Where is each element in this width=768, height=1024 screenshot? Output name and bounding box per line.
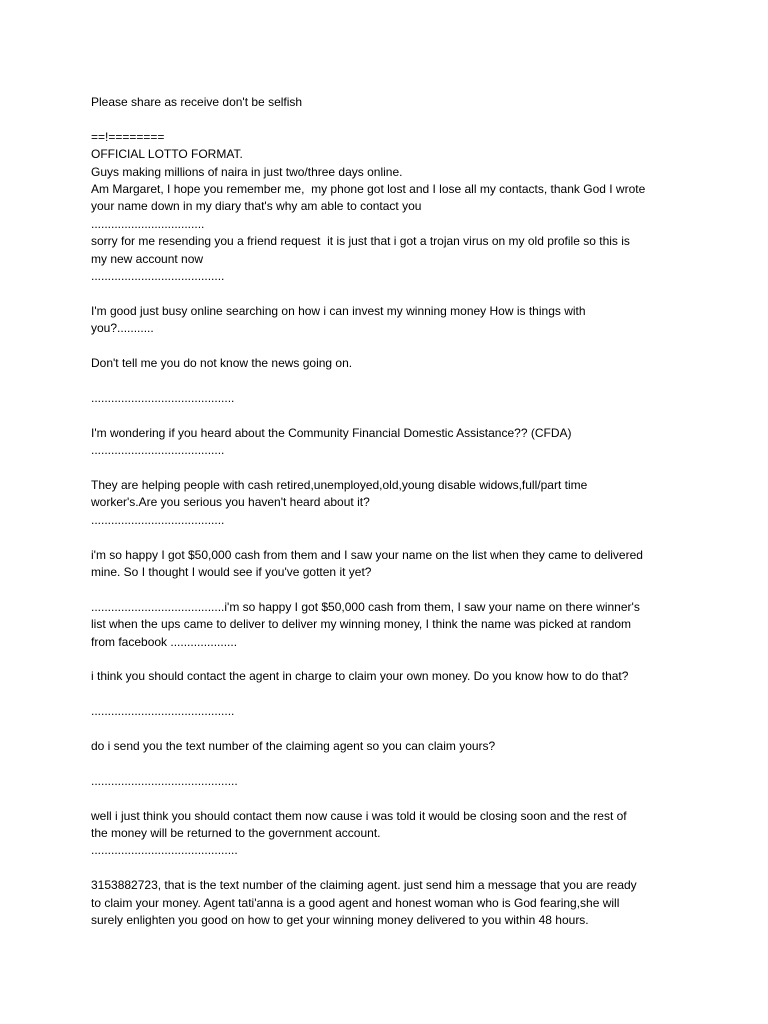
text-line: I'm wondering if you heard about the Community Financial Domestic Assistance?? (CFDA): [91, 425, 572, 440]
text-line: you?...........: [91, 321, 154, 336]
text-line: to claim your money. Agent tati'anna is a good agent and honest woman who is God fearing,she will: [91, 895, 620, 910]
text-line: ........................................: [91, 269, 225, 284]
text-line: I'm good just busy online searching on how i can invest my winning money How is things with: [91, 303, 586, 318]
blank-line: [91, 860, 691, 877]
text-line: ........................................: [91, 512, 225, 527]
blank-line: [91, 790, 691, 807]
text-line: Guys making millions of naira in just two/three days online.: [91, 164, 403, 179]
text-line: i'm so happy I got $50,000 cash from them and I saw your name on the list when they came to delivered: [91, 547, 643, 562]
blank-line: [91, 285, 691, 302]
text-line: ........................................i'm so happy I got $50,000 cash from them, I saw your name on there winner's: [91, 599, 640, 614]
blank-line: [91, 460, 691, 477]
blank-line: [91, 755, 691, 772]
blank-line: [91, 373, 691, 390]
text-line: the money will be returned to the government account.: [91, 826, 381, 841]
text-line: ...........................................: [91, 704, 235, 719]
blank-line: [91, 338, 691, 355]
text-line: They are helping people with cash retired,unemployed,old,young disable widows,full/part time: [91, 477, 588, 492]
text-line: do i send you the text number of the claiming agent so you can claim yours?: [91, 739, 496, 754]
text-line: sorry for me resending you a friend request it is just that i got a trojan virus on my old profile so this is: [91, 234, 630, 249]
text-line: list when the ups came to deliver to deliver my winning money, I think the name was picked at random: [91, 617, 632, 632]
text-line: ........................................: [91, 443, 225, 458]
text-line: from facebook ....................: [91, 634, 238, 649]
text-line: your name down in my diary that's why am able to contact you: [91, 199, 422, 214]
text-line: ...........................................: [91, 390, 235, 405]
text-line: Please share as receive don't be selfish: [91, 95, 303, 109]
text-line: ............................................: [91, 773, 238, 788]
text-line: worker's.Are you serious you haven't heard about it?: [91, 495, 370, 510]
text-line: well i just think you should contact them now cause i was told it would be closing soon and the rest of: [91, 808, 627, 823]
blank-line: [91, 529, 691, 546]
text-line: Don't tell me you do not know the news going on.: [91, 356, 353, 371]
blank-line: [91, 651, 691, 668]
blank-line: [91, 111, 691, 128]
text-line: mine. So I thought I would see if you've gotten it yet?: [91, 564, 372, 579]
blank-line: [91, 686, 691, 703]
text-line: surely enlighten you good on how to get your winning money delivered to you within 48 hours.: [91, 913, 589, 928]
text-line: my new account now: [91, 251, 204, 266]
document-body: [91, 94, 691, 930]
blank-line: [91, 407, 691, 424]
text-line: ............................................: [91, 843, 238, 858]
text-line: ..................................: [91, 216, 205, 231]
blank-line: [91, 721, 691, 738]
text-line: Am Margaret, I hope you remember me, my phone got lost and I lose all my contacts, thank God I wrote: [91, 182, 646, 197]
text-line: 3153882723, that is the text number of the claiming agent. just send him a message that you are ready: [91, 878, 637, 893]
blank-line: [91, 581, 691, 598]
text-line: ==!========: [91, 129, 165, 144]
text-line: i think you should contact the agent in charge to claim your own money. Do you know how to do that?: [91, 669, 629, 684]
text-line: OFFICIAL LOTTO FORMAT.: [91, 147, 243, 162]
